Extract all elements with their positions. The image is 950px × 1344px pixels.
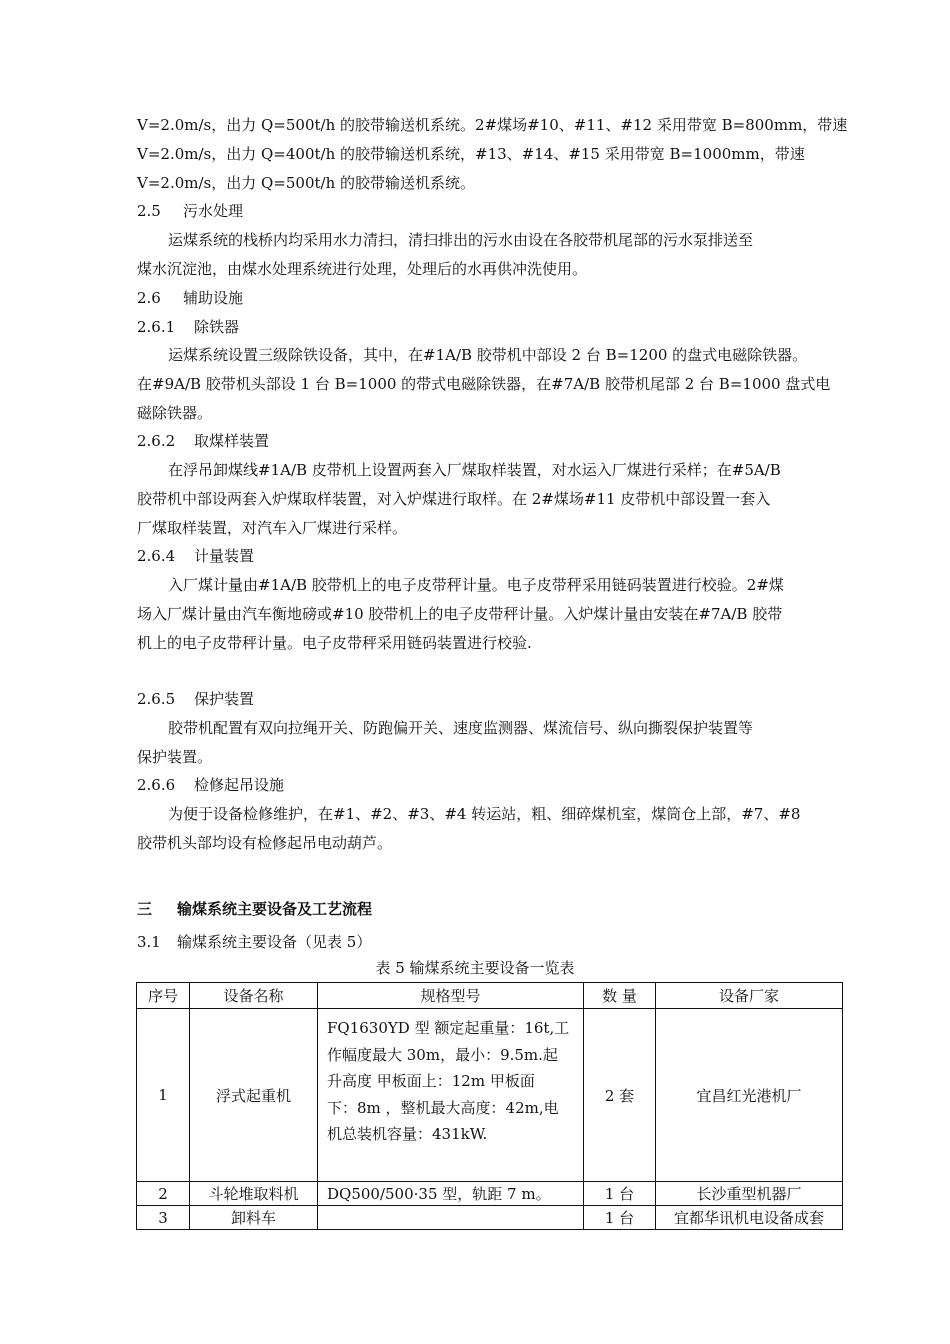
section-title: 辅助设施 bbox=[183, 289, 244, 307]
section-heading-2-6-2 bbox=[137, 427, 269, 456]
text-line: 厂煤取样装置，对汽车入厂煤进行采样。 bbox=[137, 519, 408, 537]
text-line: 胶带机配置有双向拉绳开关、防跑偏开关、速度监测器、煤流信号、纵向撕裂保护装置等 bbox=[168, 719, 754, 737]
paragraph-metering bbox=[137, 571, 840, 658]
cell-maker: 长沙重型机器厂 bbox=[656, 1182, 843, 1206]
section-number: 2.6 bbox=[137, 289, 161, 307]
header-cell: 数 量 bbox=[584, 983, 656, 1009]
cell-qty: 1 台 bbox=[584, 1182, 656, 1206]
table-row bbox=[137, 1206, 843, 1230]
text-line: 保护装置。 bbox=[137, 748, 213, 766]
cell-qty: 2 套 bbox=[584, 1009, 656, 1182]
section-title: 计量装置 bbox=[194, 547, 255, 565]
section-title: 检修起吊设施 bbox=[194, 776, 285, 794]
section-title: 污水处理 bbox=[183, 202, 244, 220]
text-line: 胶带机头部均设有检修起吊电动葫芦。 bbox=[137, 834, 393, 852]
text-line: 磁除铁器。 bbox=[137, 404, 213, 422]
paragraph-iron-remover bbox=[137, 341, 840, 428]
section-title: 输煤系统主要设备（见表 5） bbox=[177, 933, 372, 951]
text-line: 场入厂煤计量由汽车衡地磅或#10 胶带机上的电子皮带秤计量。入炉煤计量由安装在#7A/B 胶带 bbox=[137, 605, 783, 623]
text-line: V=2.0m/s，出力 Q=500t/h 的胶带输送机系统。2#煤场#10、#11、#12 采用带宽 B=800mm，带速 bbox=[137, 116, 848, 134]
section-number: 3.1 bbox=[137, 933, 161, 951]
table-row bbox=[137, 1009, 843, 1182]
spec-line: FQ1630YD 型 额定起重量：16t,工 bbox=[327, 1019, 570, 1037]
equipment-table bbox=[136, 982, 843, 1230]
cell-spec: DQ500/500·35 型，轨距 7 m。 bbox=[318, 1182, 584, 1206]
text-line: 运煤系统设置三级除铁设备，其中，在#1A/B 胶带机中部设 2 台 B=1200 的盘式电磁除铁器。 bbox=[168, 346, 808, 364]
cell-maker: 宜都华讯机电设备成套 bbox=[656, 1206, 843, 1230]
paragraph-hoisting bbox=[137, 800, 840, 858]
section-number: 2.6.1 bbox=[137, 318, 176, 336]
text-line: 机上的电子皮带秤计量。电子皮带秤采用链码装置进行校验. bbox=[137, 634, 532, 652]
text-line: 在浮吊卸煤线#1A/B 皮带机上设置两套入厂煤取样装置，对水运入厂煤进行采样；在#5A/B bbox=[168, 461, 781, 479]
section-heading-2-5 bbox=[137, 197, 243, 226]
section-heading-2-6-4 bbox=[137, 542, 254, 571]
cell-no: 3 bbox=[137, 1206, 190, 1230]
section-title: 除铁器 bbox=[194, 318, 240, 336]
paragraph-sampling bbox=[137, 456, 840, 543]
text-line: 为便于设备检修维护，在#1、#2、#3、#4 转运站，粗、细碎煤机室，煤筒仓上部，#7、#8 bbox=[168, 805, 801, 823]
section-heading-3-1 bbox=[137, 928, 371, 957]
cell-maker: 宜昌红光港机厂 bbox=[656, 1009, 843, 1182]
cell-no: 2 bbox=[137, 1182, 190, 1206]
spec-line: 下：8m ，整机最大高度：42m,电 bbox=[327, 1098, 559, 1117]
section-heading-2-6-1 bbox=[137, 313, 239, 342]
spec-line: 机总装机容量：431kW. bbox=[327, 1125, 488, 1143]
section-title: 取煤样装置 bbox=[194, 432, 270, 450]
section-title: 保护装置 bbox=[194, 690, 255, 708]
section-heading-2-6-6 bbox=[137, 771, 284, 800]
header-cell: 规格型号 bbox=[318, 983, 584, 1009]
text-line: 煤水沉淀池，由煤水处理系统进行处理，处理后的水再供冲洗使用。 bbox=[137, 260, 588, 278]
header-cell: 设备厂家 bbox=[656, 983, 843, 1009]
text-line: V=2.0m/s，出力 Q=500t/h 的胶带输送机系统。 bbox=[137, 174, 476, 192]
header-cell: 设备名称 bbox=[190, 983, 318, 1009]
section-heading-2-6-5 bbox=[137, 685, 254, 714]
chapter-number: 三 bbox=[137, 900, 153, 918]
header-cell: 序号 bbox=[137, 983, 190, 1009]
text-line: V=2.0m/s，出力 Q=400t/h 的胶带输送机系统，#13、#14、#15 采用带宽 B=1000mm，带速 bbox=[137, 145, 805, 163]
section-number: 2.6.2 bbox=[137, 432, 176, 450]
cell-name: 斗轮堆取料机 bbox=[190, 1182, 318, 1206]
paragraph-conveyor-spec bbox=[137, 111, 848, 198]
paragraph-protection bbox=[137, 714, 840, 772]
spec-line: 作幅度最大 30m，最小：9.5m.起 bbox=[327, 1045, 558, 1064]
section-heading-2-6 bbox=[137, 284, 243, 313]
spec-line: 升高度 甲板面上：12m 甲板面 bbox=[327, 1072, 535, 1090]
cell-name: 卸料车 bbox=[190, 1206, 318, 1230]
text-line: 在#9A/B 胶带机头部设 1 台 B=1000 的带式电磁除铁器，在#7A/B 胶带机尾部 2 台 B=1000 盘式电 bbox=[137, 375, 831, 393]
table-caption: 表 5 输煤系统主要设备一览表 bbox=[375, 959, 575, 977]
section-number: 2.6.6 bbox=[137, 776, 176, 794]
chapter-heading-3 bbox=[137, 895, 372, 924]
cell-qty: 1 台 bbox=[584, 1206, 656, 1230]
text-line: 运煤系统的栈桥内均采用水力清扫，清扫排出的污水由设在各胶带机尾部的污水泵排送至 bbox=[168, 231, 754, 249]
table-header-row bbox=[137, 983, 843, 1009]
text-line: 胶带机中部设两套入炉煤取样装置，对入炉煤进行取样。在 2#煤场#11 皮带机中部设置一套入 bbox=[137, 490, 771, 508]
paragraph-sewage bbox=[137, 226, 840, 284]
table-row bbox=[137, 1182, 843, 1206]
cell-spec bbox=[318, 1206, 584, 1230]
section-number: 2.5 bbox=[137, 202, 161, 220]
section-number: 2.6.4 bbox=[137, 547, 176, 565]
cell-spec bbox=[318, 1009, 584, 1182]
chapter-title: 输煤系统主要设备及工艺流程 bbox=[177, 900, 373, 918]
text-line: 入厂煤计量由#1A/B 胶带机上的电子皮带秤计量。电子皮带秤采用链码装置进行校验。2#煤 bbox=[168, 576, 784, 594]
cell-no: 1 bbox=[137, 1009, 190, 1182]
cell-name: 浮式起重机 bbox=[190, 1009, 318, 1182]
section-number: 2.6.5 bbox=[137, 690, 176, 708]
